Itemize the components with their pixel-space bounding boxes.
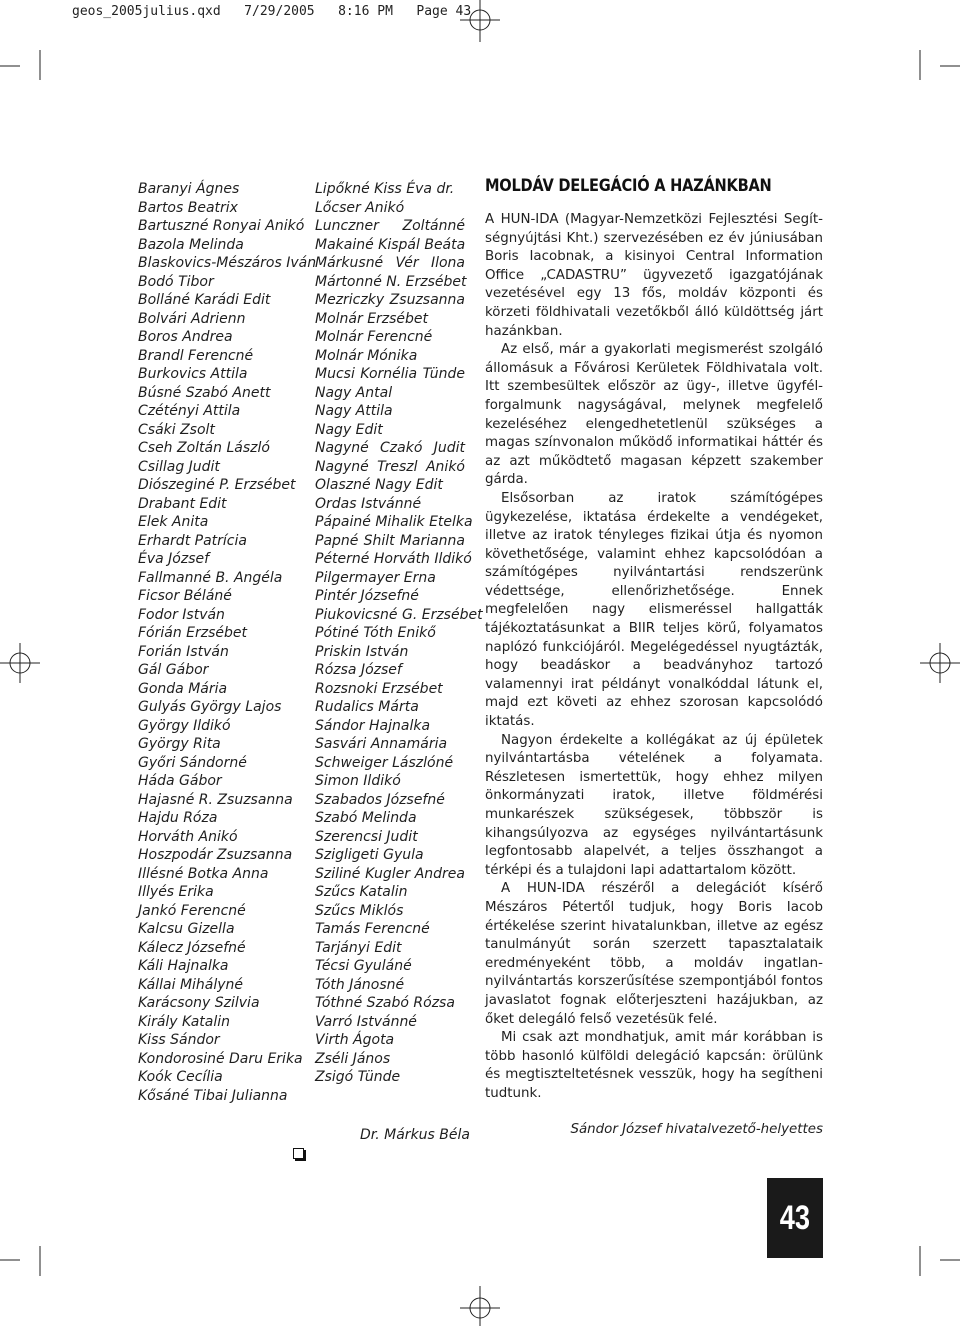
name-list-item: Nagyné Treszl Anikó: [315, 458, 465, 475]
name-list-item: Fórián Erzsébet: [138, 625, 248, 641]
name-list-item: Koók Cecília: [138, 1069, 223, 1085]
name-list-item: Erhardt Patrícia: [138, 532, 247, 549]
name-list-item: Sasvári Annamária: [315, 736, 448, 752]
name-list-item: Illésné Botka Anna: [138, 865, 269, 882]
name-list-item: Szűcs Miklós: [315, 902, 404, 919]
name-list-item: Elek Anita: [138, 514, 209, 530]
name-list-item: Nagy Attila: [315, 403, 393, 419]
list-signature: Dr. Márkus Béla: [360, 1127, 470, 1143]
name-list-item: Forián István: [138, 643, 229, 660]
name-list-item: Gál Gábor: [138, 662, 209, 678]
name-list-item: Lipőkné Kiss Éva dr.: [315, 181, 455, 197]
name-list-item: Hajdu Róza: [138, 810, 218, 826]
name-list-item: Diószeginé P. Erzsébet: [138, 477, 296, 493]
name-list-item: Bartos Beatrix: [138, 199, 238, 216]
name-list-item: Búsné Szabó Anett: [138, 384, 271, 401]
name-list-item: Márkusné Vér Ilona: [315, 255, 465, 271]
name-list-item: Tóthné Szabó Rózsa: [315, 995, 455, 1011]
article-paragraph: Mi csak azt mondhatjuk, amit már korábban is több hasonló külföldi delegáció kapcsán: örülünk és megtiszteltetésnek vesszük, hogy ha segítheni tudtunk.: [485, 1030, 823, 1101]
name-list-item: György Ildikó: [138, 717, 231, 734]
name-list-item: Mártonné N. Erzsébet: [315, 273, 467, 290]
name-list-item: Blaskovics-Mészáros Iván: [138, 255, 317, 271]
name-list-item: Papné Shilt Marianna: [315, 532, 465, 549]
name-list-item: Éva József: [138, 551, 210, 567]
name-list-item: Bartuszné Ronyai Anikó: [138, 218, 305, 234]
name-list-item: Kondorosiné Daru Erika: [138, 1050, 303, 1067]
name-list-item: Illyés Erika: [138, 884, 214, 900]
article-paragraph: Az első, már a gyakorlati megismerést szolgáló állomásuk a Fővárosi Kerületek Földhivatala volt. Itt szembesültek először az ügy-, illetve ügyfél-forgalmunk nagyságával, melynek megfelelő kezeléséhez elengedhetetlenül szükséges a magas színvonalon működő informatikai háttér és az azt működtető magasan képzett szakember gárda.: [485, 342, 823, 488]
name-list-item: György Rita: [138, 736, 221, 752]
end-of-article-box-icon: [293, 1148, 304, 1159]
name-list-item: Virth Ágota: [315, 1032, 395, 1048]
name-list-item: Kálecz Józsefné: [138, 939, 246, 956]
name-list-item: Molnár Mónika: [315, 347, 418, 364]
name-list-item: Lunczner Zoltánné: [315, 218, 465, 234]
name-list-item: Sándor Hajnalka: [315, 717, 431, 734]
name-list-item: Fallmanné B. Angéla: [138, 569, 283, 586]
name-list-column-1: [138, 180, 317, 1105]
crop-marks-bottom: [0, 1246, 960, 1326]
name-list-item: Drabant Edit: [138, 495, 227, 512]
name-list-item: Varró Istvánné: [315, 1013, 417, 1030]
name-list-item: Baranyi Ágnes: [138, 181, 240, 197]
name-list-item: Molnár Ferencné: [315, 329, 433, 345]
name-list-item: Bolláné Karádi Edit: [138, 292, 271, 308]
name-list-item: Kállai Mihályné: [138, 976, 244, 993]
name-list-item: Simon Ildikó: [315, 773, 401, 789]
name-list-item: Szigligeti Gyula: [315, 847, 424, 863]
name-list-item: Gulyás György Lajos: [138, 699, 282, 715]
name-list-item: Nagy Edit: [315, 421, 383, 438]
page-number-box: [767, 1178, 823, 1258]
name-list-item: Olaszné Nagy Edit: [315, 477, 443, 493]
article-body: [485, 211, 823, 1104]
name-list-item: Kiss Sándor: [138, 1032, 220, 1048]
name-list-item: Zséli János: [315, 1050, 391, 1067]
name-list-item: Tóth Jánosné: [315, 976, 405, 993]
name-list-item: Molnár Erzsébet: [315, 310, 429, 327]
article-signature: Sándor József hivatalvezető-helyettes: [570, 1121, 823, 1137]
name-list-item: Tarjányi Edit: [315, 939, 402, 956]
name-list-item: Horváth Anikó: [138, 828, 238, 845]
name-list-item: Gonda Mária: [138, 680, 228, 697]
name-list-item: Szabó Melinda: [315, 810, 417, 826]
name-list-item: Szerencsi Judit: [315, 828, 418, 845]
name-list-item: Hoszpodár Zsuzsanna: [138, 847, 293, 863]
name-list-item: Makainé Kispál Beáta: [315, 236, 466, 253]
name-list-item: Szabados Józsefné: [315, 791, 445, 808]
name-list-item: Boros Andrea: [138, 329, 233, 345]
name-list-item: Háda Gábor: [138, 773, 222, 789]
page-number: 43: [779, 1198, 811, 1237]
name-list-item: Karácsony Szilvia: [138, 995, 260, 1011]
name-list-item: Jankó Ferencné: [138, 902, 246, 919]
name-list-item: Brandl Ferencné: [138, 347, 254, 364]
name-list-item: Pótiné Tóth Enikő: [315, 625, 436, 641]
name-list-item: Pilgermayer Erna: [315, 569, 436, 586]
name-list-item: Király Katalin: [138, 1013, 231, 1030]
registration-mark-left: [0, 641, 44, 685]
name-list-item: Nagyné Czakó Judit: [315, 440, 465, 456]
name-list-item: Mezriczky Zsuzsanna: [315, 292, 465, 308]
name-list-item: Bolvári Adrienn: [138, 310, 246, 327]
article: [485, 176, 823, 1137]
name-list-item: Ordas Istvánné: [315, 495, 422, 512]
name-list-item: Schweiger Lászlóné: [315, 754, 454, 771]
name-list-item: Czétényi Attila: [138, 403, 241, 419]
name-list-item: Bazola Melinda: [138, 236, 244, 253]
name-list-item: Tamás Ferencné: [315, 921, 430, 937]
name-list-item: Ficsor Béláné: [138, 588, 232, 604]
name-list-item: Nagy Antal: [315, 384, 393, 401]
name-list-item: Káli Hajnalka: [138, 958, 229, 974]
name-list-item: Pintér Józsefné: [315, 588, 419, 604]
name-list-item: Bodó Tibor: [138, 273, 214, 290]
article-paragraph: A HUN-IDA részéről a delegációt kísérő Mészáros Pétertől tudjuk, hogy Boris Iacob értékelése szerint hivatalunkban, illetve az egész tanulmányút során szerzett tapasztalataik eredményeként több, a moldáv ingatlan-nyilvántartás korszerűsítése szempontjából fontos javaslatot fognak előterjeszteni hazájukban, az őket delegáló felső vezetésük felé.: [485, 881, 823, 1027]
name-list-item: Csillag Judit: [138, 458, 220, 475]
name-list-item: Zsigó Tünde: [315, 1069, 401, 1085]
name-list-item: Csáki Zsolt: [138, 421, 215, 438]
registration-mark-right: [916, 641, 960, 685]
name-list-item: Pápainé Mihalik Etelka: [315, 514, 473, 530]
print-slug: geos_2005julius.qxd 7/29/2005 8:16 PM Page 43: [72, 4, 472, 19]
crop-marks-top: [0, 0, 960, 80]
name-list-item: Sziliné Kugler Andrea: [315, 865, 465, 882]
name-list-item: Fodor István: [138, 606, 225, 623]
name-list-item: Péterné Horváth Ildikó: [315, 551, 472, 567]
name-list-item: Hajasné R. Zsuzsanna: [138, 791, 293, 808]
name-list-item: Szűcs Katalin: [315, 884, 408, 900]
name-list-item: Mucsi Kornélia Tünde: [315, 366, 465, 382]
article-title: MOLDÁV DELEGÁCIÓ A HAZÁNKBAN: [485, 176, 772, 196]
name-list-item: Técsi Gyuláné: [315, 958, 412, 974]
name-list-item: Rózsa József: [315, 662, 402, 678]
name-list-column-2: [315, 180, 483, 1087]
name-list-item: Piukovicsné G. Erzsébet: [315, 606, 483, 623]
article-paragraph: Elsősorban az iratok számítógépes ügykezelése, iktatása érdekelte a vendégeket, illetve az iratok tényleges fizikai útja és nyomon követhetősége, valamint ehhez kapcsolódóan a számítógépes nyilvántartási rendszerünk védettsége, ellenőrizhetősége. Ennek megfelelően nagy elismeréssel hallgatták tájékoztatásunkat a BIIR teljes körű, folyamatos naplózó funkciójáról. Megelégedéssel nyugtázták, hogy beadáskor a beadványhoz tartozó valamennyi irat példányt vonalkóddal látunk el, majd ezt követi az ehhez szorosan kapcsolódó iktatás.: [485, 490, 823, 730]
name-list-item: Kősáné Tibai Julianna: [138, 1087, 288, 1104]
name-list-item: Rudalics Márta: [315, 699, 419, 715]
name-list-item: Cseh Zoltán László: [138, 440, 270, 456]
name-list-item: Burkovics Attila: [138, 366, 248, 382]
name-list-item: Kalcsu Gizella: [138, 921, 235, 937]
name-list-item: Priskin István: [315, 643, 409, 660]
article-paragraph: A HUN-IDA (Magyar-Nemzetközi Fejlesztési Segítségnyújtási Kht.) szervezésében ez év júniusában Boris Iacobnak, a kisinyoi Central Information Office „CADASTRU” ügyvezető igazgatójának vezetésével egy 13 fős, moldáv központi és körzeti földhivatali vezetőkből álló küldöttség járt hazánkban.: [485, 212, 823, 339]
name-list-item: Győri Sándorné: [138, 754, 247, 771]
article-paragraph: Nagyon érdekelte a kollégákat az új épületek nyilvántartásba vételének a folyamata. Részletesen ismertettük, hogy ehhez milyen önkormányzati iratok, illetve földmérési munkarészek szükségesek, többször is kihangsúlyozva az egységes nyilvántartásunk legfontosabb alapelvét, a teljes összhangot a térképi és a tulajdoni lapi adattartalom között.: [485, 732, 823, 878]
name-list-item: Lőcser Anikó: [315, 199, 405, 216]
name-list-item: Rozsnoki Erzsébet: [315, 680, 443, 697]
